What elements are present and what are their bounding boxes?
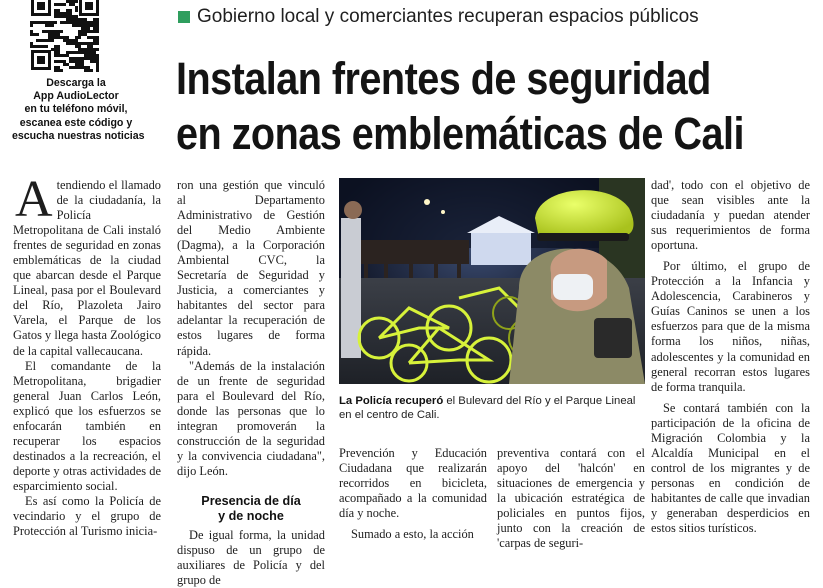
qr-caption (12, 77, 145, 143)
paragraph: tendiendo el llamado de la ciudadanía, la Policía Metropolitana de Cali instaló frentes de seguridad en zonas emblemáticas de la ciudad que abarcan desde el Parque Lineal, pasa por el Boulevard del Río, Plazoleta Jairo Varela, el Parque de los Gatos y llega hasta Zoológico de la capital vallecaucana. (13, 178, 161, 358)
qr-caption-line: App AudioLector (33, 90, 119, 103)
paragraph: ron una gestión que vinculó al Departamento Administrativo de Gestión del Medio Ambiente (Dagma), a la Corporación Ambiental CVC, la Secretaría de Seguridad y Justicia, a comerciantes y habitantes del sector para adelantar la recuperación de estos lugares de forma rápida. (177, 178, 325, 358)
paragraph: De igual forma, la unidad dispuso de un grupo de auxiliares de Policía y del grupo de (177, 527, 325, 588)
paragraph: Por último, el grupo de Protección a la Infancia y Adolescencia, Carabineros y Guías Caninos se unen a los esfuerzos para que de la misma forma los niños, niñas, adolescentes y la comunidad en general recorran estos lugares de forma tranquila. (651, 259, 810, 394)
qr-caption-line: Descarga la (46, 77, 106, 89)
article-column-2 (177, 178, 325, 588)
caption-text: el Bulevard del Río y el Parque Lineal en el centro de Cali. (339, 395, 636, 422)
article-column-4 (497, 446, 645, 551)
paragraph: Sumado a esto, la acción (351, 527, 474, 542)
headline-line-2: en zonas emblemáticas de Cali (176, 108, 744, 159)
qr-caption-line: escucha nuestras noticias (12, 129, 145, 142)
kicker-text: Gobierno local y comerciantes recuperan espacios públicos (197, 6, 699, 27)
caption-bold: La Policía recuperó (339, 395, 444, 407)
photo-caption (339, 394, 645, 423)
qr-caption-line: escanea este código y (19, 116, 133, 129)
qr-code-icon (30, 0, 100, 72)
paragraph: dad', todo con el objetivo de que sean visibles ante la ciudadanía y puedan atender sus requerimientos de forma oportuna. (651, 178, 810, 253)
article-column-3 (339, 446, 487, 542)
subheading (177, 494, 325, 524)
kicker-square-icon (178, 11, 190, 23)
qr-caption-line: en tu teléfono móvil, (24, 103, 128, 116)
subheading-line: y de noche (218, 508, 284, 523)
article-column-1 (13, 171, 161, 539)
paragraph: El comandante de la Metropolitana, brigadier general Juan Carlos León, explicó que los esfuerzos se enfocarán también en recuperar los espacios destinados a la recreación, el deporte y otras actividades de esparcimiento social. (13, 358, 161, 493)
paragraph: Se contará también con la participación de la oficina de Migración Colombia y la Alcaldía Municipal en el control de los migrantes y de personas en condición de habitantes de calle que invadian y generaban desperdicios en estos sitios turísticos. (651, 400, 810, 536)
paragraph: "Además de la instalación de un frente de seguridad para el Boulevard del Río, donde las personas que lo integran promoverán la construcción de la seguridad y la convivencia ciudadana", dijo León. (177, 358, 325, 478)
paragraph: Prevención y Educación Ciudadana que realizarán recorridos en bicicleta, acompañado a la comunidad día y noche. (339, 446, 487, 521)
paragraph: Es así como la Policía de vecindario y el grupo de Protección al Turismo inicia- (13, 493, 161, 539)
paragraph: preventiva contará con el apoyo del 'halcón' en situaciones de emergencia y la ubicación estratégica de policiales en puntos fijos, junto con la creación de 'carpas de seguri- (497, 446, 645, 551)
subheading-line: Presencia de día (201, 493, 301, 508)
headline-line-1: Instalan frentes de seguridad (176, 53, 711, 104)
drop-cap: A (15, 171, 53, 228)
article-column-5 (651, 178, 810, 536)
section-kicker (178, 5, 699, 29)
police-bicycles-photo (339, 178, 645, 384)
